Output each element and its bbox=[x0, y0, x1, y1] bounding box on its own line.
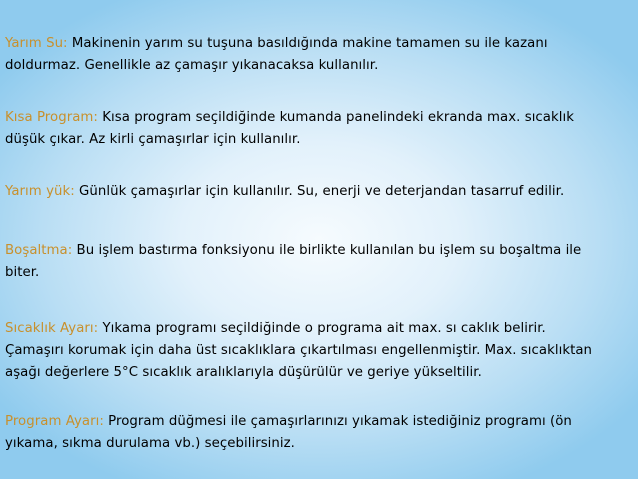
term-label: Sıcaklık Ayarı: bbox=[5, 321, 99, 336]
paragraph-line: düşük çıkar. Az kirli çamaşırlar için kullanılır. bbox=[5, 132, 301, 147]
paragraph-yarim-su bbox=[5, 33, 633, 77]
paragraph-bosaltma bbox=[5, 240, 633, 284]
paragraph-line bbox=[5, 181, 633, 203]
paragraph-line: aşağı değerlere 5°C sıcaklık aralıklarıyla düşürülür ve geriye yükseltilir. bbox=[5, 365, 482, 380]
term-label: Program Ayarı: bbox=[5, 414, 104, 429]
paragraph-line bbox=[5, 107, 633, 129]
paragraph-yarim-yuk bbox=[5, 181, 633, 203]
paragraph-line bbox=[5, 33, 633, 55]
paragraph-line bbox=[5, 240, 633, 262]
paragraph-text: Günlük çamaşırlar için kullanılır. Su, enerji ve deterjandan tasarruf edilir. bbox=[74, 184, 565, 199]
paragraph-text: Bu işlem bastırma fonksiyonu ile birlikte kullanılan bu işlem su boşaltma ile bbox=[72, 243, 582, 258]
paragraph-sicaklik-ayari bbox=[5, 318, 633, 384]
paragraph-text: Makinenin yarım su tuşuna basıldığında makine tamamen su ile kazanı bbox=[67, 36, 548, 51]
paragraph-text: Yıkama programı seçildiğinde o programa ait max. sı caklık belirir. bbox=[98, 321, 546, 336]
term-label: Boşaltma: bbox=[5, 243, 73, 258]
paragraph-program-ayari bbox=[5, 411, 633, 455]
term-label: Yarım Su: bbox=[5, 36, 68, 51]
term-label: Yarım yük: bbox=[5, 184, 75, 199]
paragraph-line bbox=[5, 318, 633, 340]
paragraph-line bbox=[5, 411, 633, 433]
paragraph-line: biter. bbox=[5, 265, 40, 280]
paragraph-line: Çamaşırı korumak için daha üst sıcaklıklara çıkartılması engellenmiştir. Max. sıcaklıktan bbox=[5, 343, 593, 358]
paragraph-kisa-program bbox=[5, 107, 633, 151]
paragraph-line: doldurmaz. Genellikle az çamaşır yıkanacaksa kullanılır. bbox=[5, 58, 379, 73]
paragraph-text: Program düğmesi ile çamaşırlarınızı yıkamak istediğiniz programı (ön bbox=[103, 414, 572, 429]
term-label: Kısa Program: bbox=[5, 110, 98, 125]
paragraph-text: Kısa program seçildiğinde kumanda panelindeki ekranda max. sıcaklık bbox=[97, 110, 574, 125]
paragraph-line: yıkama, sıkma durulama vb.) seçebilirsiniz. bbox=[5, 436, 295, 451]
